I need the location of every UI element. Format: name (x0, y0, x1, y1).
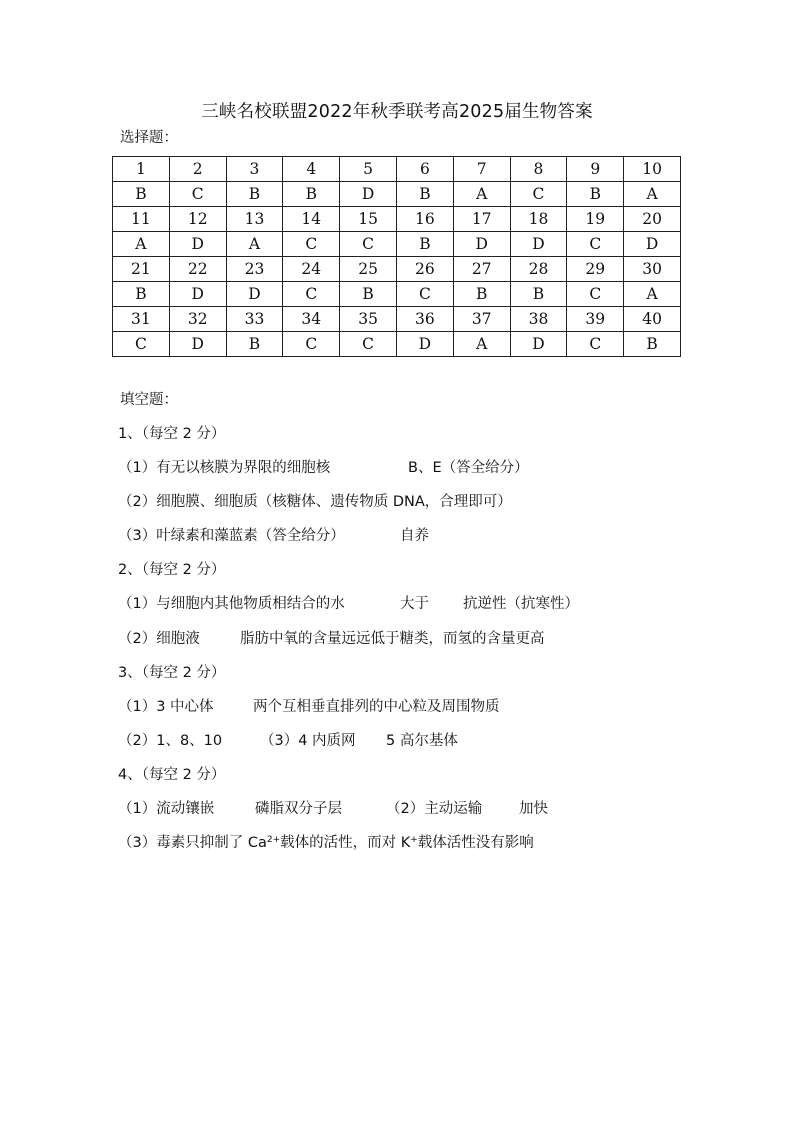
answer-cell: D (453, 232, 510, 257)
question-number-cell: 40 (624, 307, 681, 332)
answer-cell: C (283, 332, 340, 357)
answer-cell: D (169, 332, 226, 357)
question-number-row (113, 307, 681, 332)
question-number-cell: 5 (340, 157, 397, 182)
question-number-cell: 36 (396, 307, 453, 332)
answer-cell: C (567, 232, 624, 257)
question-number-cell: 35 (340, 307, 397, 332)
question-number-cell: 22 (169, 257, 226, 282)
answer-cell: C (340, 332, 397, 357)
answer-cell: A (453, 182, 510, 207)
answer-cell: B (226, 182, 283, 207)
q1-answer-3a: （3）叶绿素和藻蓝素（答全给分） (118, 528, 345, 544)
question-number-cell: 9 (567, 157, 624, 182)
question-number-cell: 34 (283, 307, 340, 332)
question-number-row (113, 257, 681, 282)
answer-cell: A (226, 232, 283, 257)
q2-heading: 2、（每空 2 分） (118, 562, 226, 578)
question-number-cell: 31 (113, 307, 170, 332)
q1-answer-2: （2）细胞膜、细胞质（核糖体、遗传物质 DNA，合理即可） (118, 494, 512, 510)
answer-cell: B (510, 282, 567, 307)
answer-row (113, 182, 681, 207)
answer-cell: C (283, 282, 340, 307)
q4-answer-3-sup1: 2+ (266, 835, 281, 845)
question-number-cell: 28 (510, 257, 567, 282)
q1-answer-1b: B、E（答全给分） (408, 460, 529, 476)
question-number-cell: 24 (283, 257, 340, 282)
q3-answer-3a: （3）4 内质网 (260, 733, 356, 749)
question-number-cell: 19 (567, 207, 624, 232)
answer-cell: C (169, 182, 226, 207)
answer-cell: D (169, 282, 226, 307)
question-number-cell: 23 (226, 257, 283, 282)
answer-cell: A (624, 182, 681, 207)
question-number-cell: 33 (226, 307, 283, 332)
answer-cell: C (567, 282, 624, 307)
answer-cell: C (396, 282, 453, 307)
question-number-cell: 14 (283, 207, 340, 232)
answer-row (113, 332, 681, 357)
page-title: 三峡名校联盟2022年秋季联考高2025届生物答案 (201, 102, 593, 122)
answer-cell: D (396, 332, 453, 357)
answer-cell: C (283, 232, 340, 257)
question-number-cell: 29 (567, 257, 624, 282)
answer-cell: B (226, 332, 283, 357)
question-number-cell: 25 (340, 257, 397, 282)
answer-cell: B (624, 332, 681, 357)
q4-answer-2b: 加快 (519, 801, 548, 817)
q4-heading: 4、（每空 2 分） (118, 767, 226, 783)
answer-cell: D (340, 182, 397, 207)
q4-answer-2a: （2）主动运输 (386, 801, 483, 817)
question-number-cell: 8 (510, 157, 567, 182)
answer-cell: D (510, 232, 567, 257)
question-number-cell: 2 (169, 157, 226, 182)
question-number-row (113, 207, 681, 232)
question-number-row (113, 157, 681, 182)
question-number-cell: 18 (510, 207, 567, 232)
q2-answer-1b: 大于 (400, 596, 429, 612)
answer-cell: B (453, 282, 510, 307)
answer-cell: D (169, 232, 226, 257)
question-number-cell: 38 (510, 307, 567, 332)
question-number-cell: 7 (453, 157, 510, 182)
q3-heading: 3、（每空 2 分） (118, 665, 226, 681)
question-number-cell: 26 (396, 257, 453, 282)
question-number-cell: 16 (396, 207, 453, 232)
answer-cell: B (567, 182, 624, 207)
q4-answer-1a: （1）流动镶嵌 (118, 801, 215, 817)
q3-answer-3b: 5 高尔基体 (386, 733, 458, 749)
question-number-cell: 27 (453, 257, 510, 282)
answer-cell: B (283, 182, 340, 207)
choice-section-heading: 选择题： (120, 130, 178, 146)
answer-cell: A (453, 332, 510, 357)
answer-row (113, 282, 681, 307)
question-number-cell: 11 (113, 207, 170, 232)
q4-answer-1b: 磷脂双分子层 (255, 801, 342, 817)
question-number-cell: 21 (113, 257, 170, 282)
answer-cell: D (226, 282, 283, 307)
q1-heading: 1、（每空 2 分） (118, 426, 226, 442)
answer-cell: B (113, 282, 170, 307)
question-number-cell: 4 (283, 157, 340, 182)
q2-answer-1c: 抗逆性（抗寒性） (463, 596, 579, 612)
q4-answer-3-part3: 载体活性没有影响 (417, 835, 534, 851)
question-number-cell: 6 (396, 157, 453, 182)
answer-row (113, 232, 681, 257)
question-number-cell: 17 (453, 207, 510, 232)
answer-cell: B (396, 232, 453, 257)
question-number-cell: 30 (624, 257, 681, 282)
answer-table (112, 156, 681, 357)
answer-cell: D (510, 332, 567, 357)
q1-answer-1a: （1）有无以核膜为界限的细胞核 (118, 460, 331, 476)
q2-answer-2a: （2）细胞液 (118, 631, 200, 647)
q3-answer-1a: （1）3 中心体 (118, 699, 214, 715)
answer-cell: A (113, 232, 170, 257)
answer-cell: A (624, 282, 681, 307)
q4-answer-3-sup2: + (410, 835, 418, 845)
question-number-cell: 20 (624, 207, 681, 232)
q3-answer-2: （2）1、8、10 (118, 733, 223, 749)
answer-cell: C (113, 332, 170, 357)
answer-cell: C (510, 182, 567, 207)
question-number-cell: 12 (169, 207, 226, 232)
question-number-cell: 3 (226, 157, 283, 182)
fill-section-heading: 填空题： (120, 392, 178, 408)
question-number-cell: 32 (169, 307, 226, 332)
answer-cell: D (624, 232, 681, 257)
question-number-cell: 37 (453, 307, 510, 332)
answer-cell: C (340, 232, 397, 257)
answer-cell: C (567, 332, 624, 357)
question-number-cell: 39 (567, 307, 624, 332)
answer-cell: B (396, 182, 453, 207)
question-number-cell: 15 (340, 207, 397, 232)
q2-answer-1a: （1）与细胞内其他物质相结合的水 (118, 596, 345, 612)
q2-answer-2b: 脂肪中氧的含量远远低于糖类，而氢的含量更高 (240, 631, 545, 647)
question-number-cell: 1 (113, 157, 170, 182)
q4-answer-3-part1: （3）毒素只抑制了 Ca (118, 835, 267, 851)
q1-answer-3b: 自养 (400, 528, 429, 544)
answer-cell: B (340, 282, 397, 307)
answer-cell: B (113, 182, 170, 207)
question-number-cell: 10 (624, 157, 681, 182)
q4-answer-3 (118, 831, 534, 852)
q3-answer-1b: 两个互相垂直排列的中心粒及周围物质 (253, 699, 500, 715)
q4-answer-3-part2: 载体的活性，而对 K (280, 835, 411, 851)
question-number-cell: 13 (226, 207, 283, 232)
